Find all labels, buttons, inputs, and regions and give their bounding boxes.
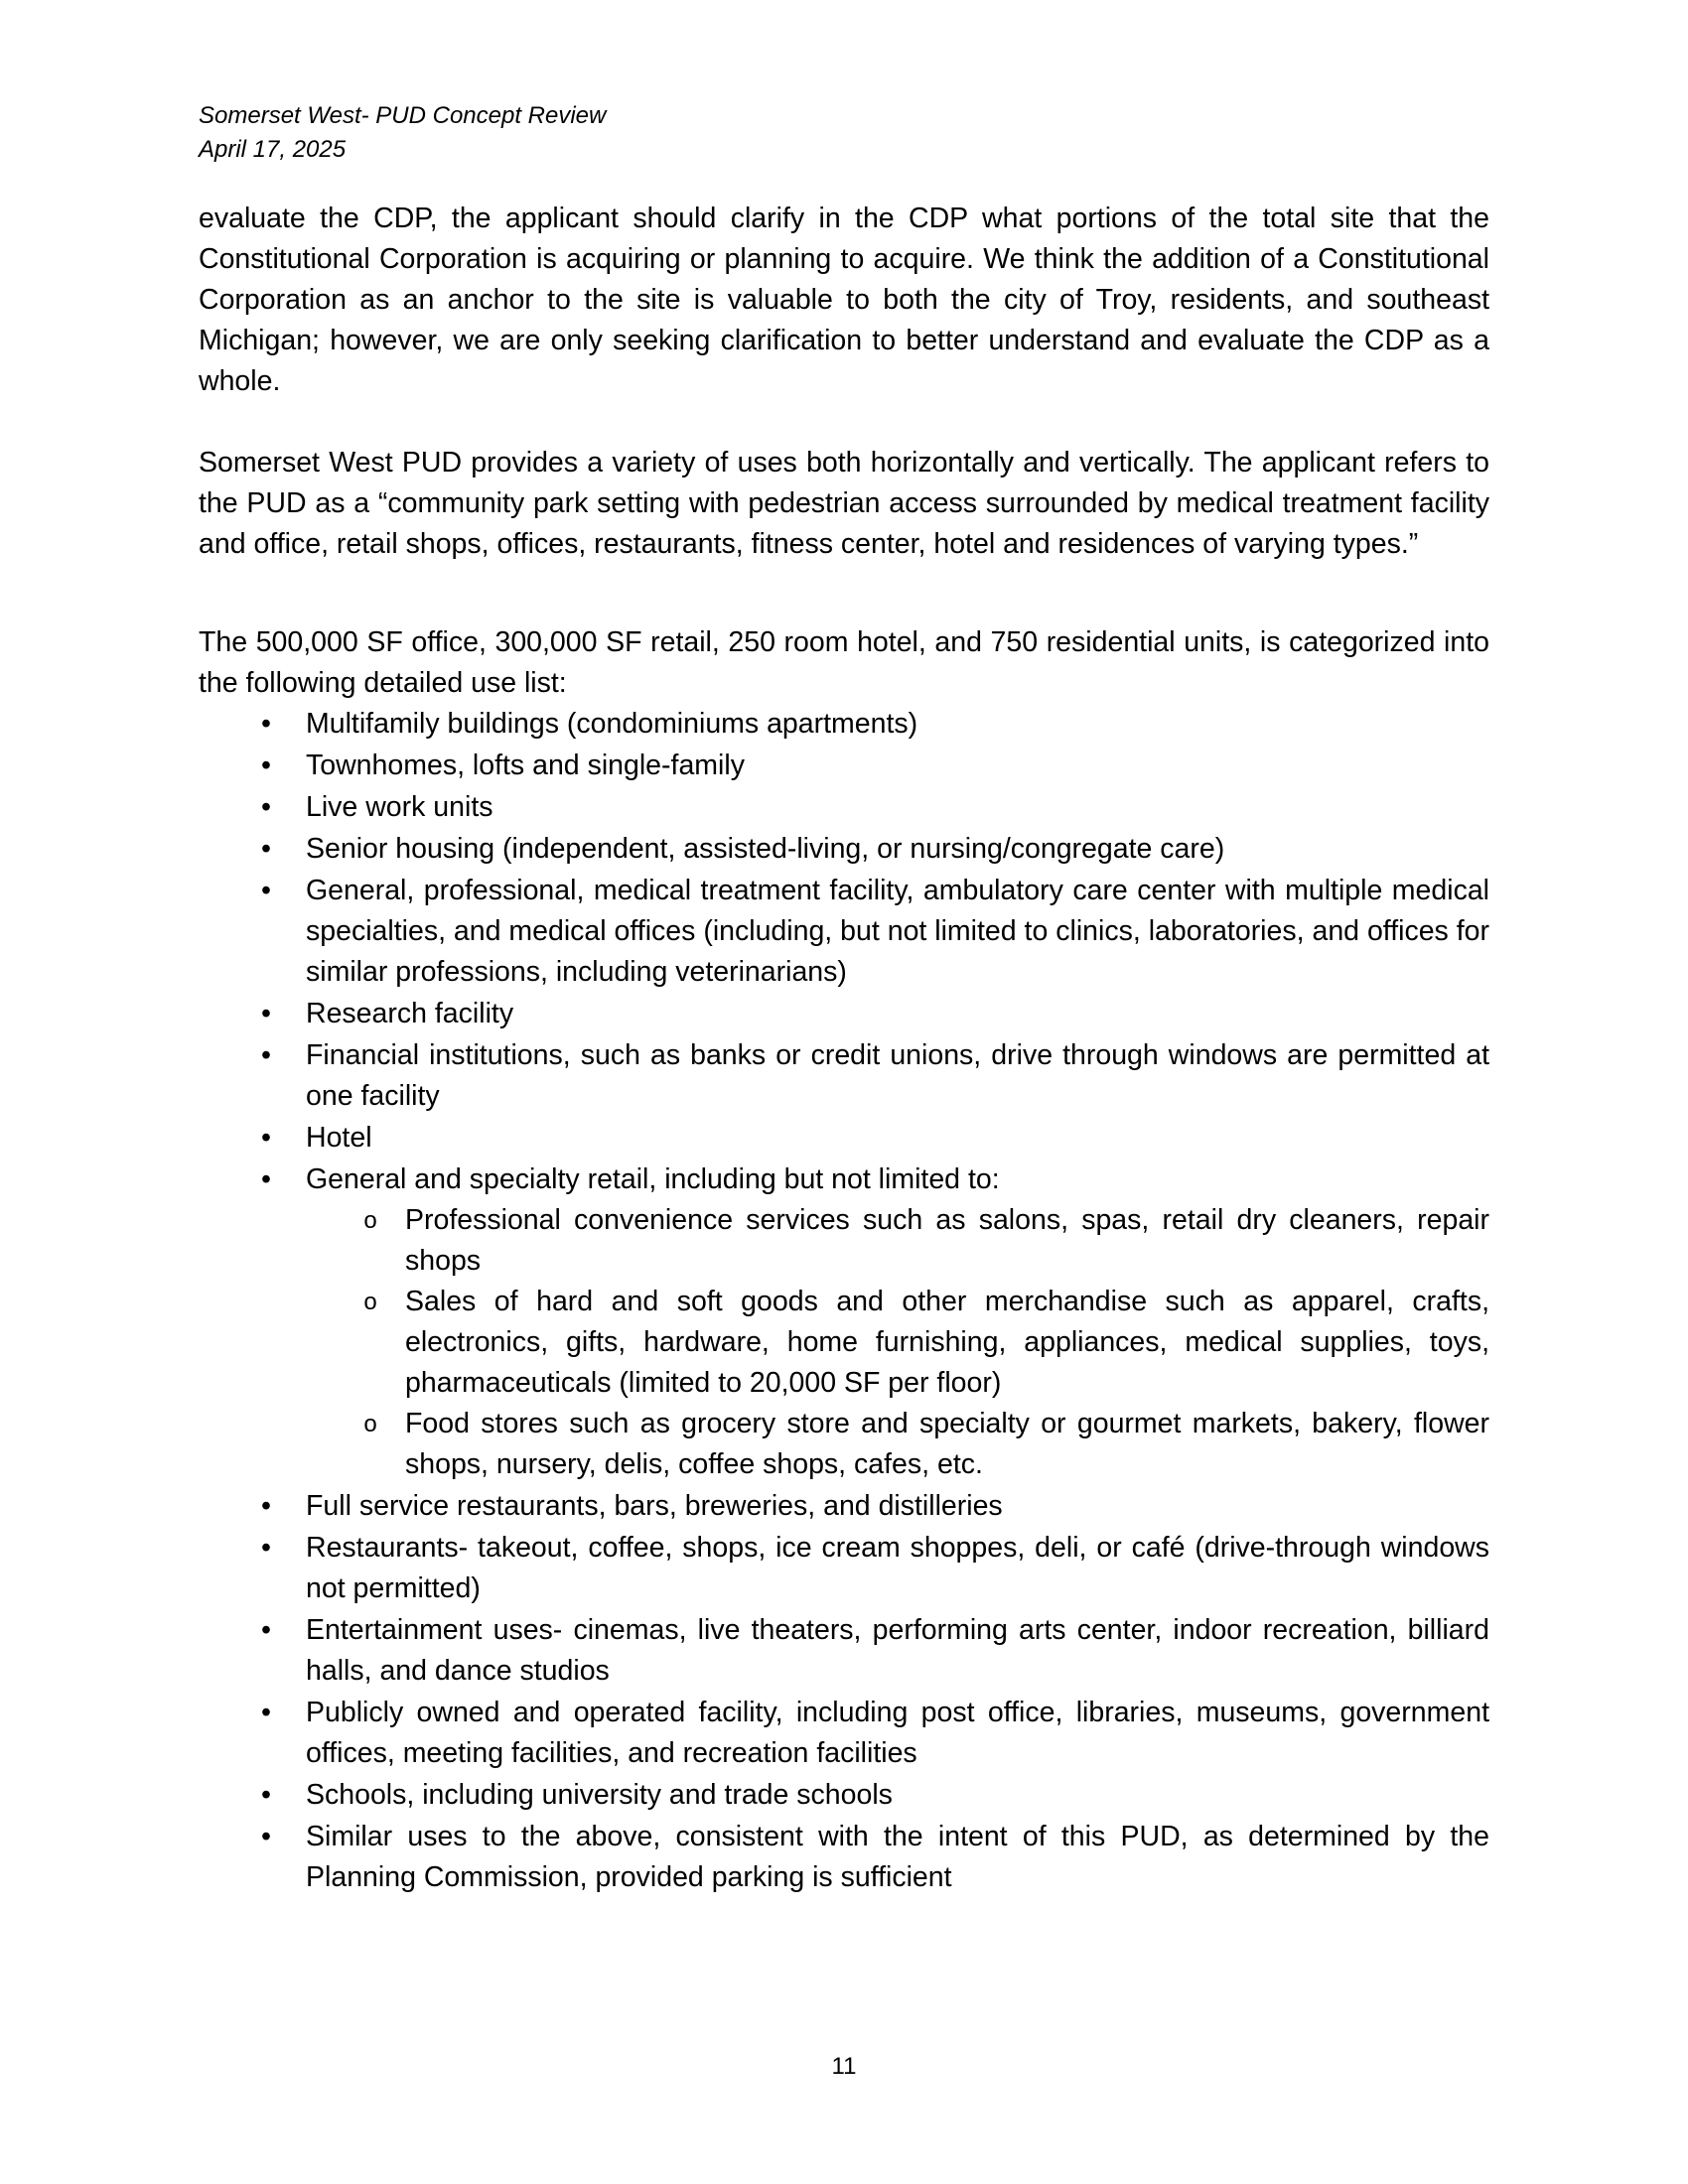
use-list-item-text: Research facility [306,998,514,1029]
use-list-item-text: Senior housing (independent, assisted-living, or nursing/congregate care) [306,833,1225,865]
use-list-item-text: Townhomes, lofts and single-family [306,750,745,781]
bullet-icon: • [261,875,271,906]
use-list-item-text: General and specialty retail, including but not limited to: [306,1163,1000,1195]
use-list-item-text: Full service restaurants, bars, breweries, and distilleries [306,1490,1003,1522]
use-sublist-item [306,1200,1489,1282]
use-list-item [199,1035,1489,1117]
bullet-icon: • [261,833,271,865]
bullet-icon: • [261,791,271,823]
bullet-icon: • [261,1821,271,1852]
use-list-item [199,1528,1489,1609]
use-sublist-item [306,1404,1489,1485]
bullet-icon: • [261,1490,271,1522]
use-list-item [199,871,1489,993]
bullet-icon: • [261,1122,271,1154]
page-number: 11 [831,2053,857,2080]
use-list-item [199,746,1489,786]
paragraph-pud-overview: Somerset West PUD provides a variety of uses both horizontally and vertically. The applicant refers to the PUD as a “community park setting with pedestrian access surrounded by medical treatment facility and office, retail shops, offices, restaurants, fitness center, hotel and residences of varying types.” [199,447,1489,560]
paragraph-use-summary: The 500,000 SF office, 300,000 SF retail, 250 room hotel, and 750 residential units, is categorized into the following detailed use list: [199,626,1489,699]
use-list-item [199,704,1489,745]
use-list-item-text: Publicly owned and operated facility, including post office, libraries, museums, government offices, meeting facilities, and recreation facilities [306,1697,1489,1769]
use-list-item [199,1118,1489,1159]
bullet-icon: • [261,1163,271,1195]
sub-bullet-icon: o [363,1207,377,1234]
use-list-item-text: Similar uses to the above, consistent with the intent of this PUD, as determined by the Planning Commission, provided parking is sufficient [306,1821,1489,1893]
bullet-icon: • [261,750,271,781]
use-list-item-text: Restaurants- takeout, coffee, shops, ice cream shoppes, deli, or café (drive-through windows not permitted) [306,1532,1489,1604]
use-list-item [199,1693,1489,1774]
sub-bullet-icon: o [363,1289,377,1315]
use-list-item-text: Live work units [306,791,493,823]
use-list-item [199,994,1489,1034]
bullet-icon: • [261,998,271,1029]
page-header [199,99,606,167]
use-list-item-text: Schools, including university and trade schools [306,1779,893,1811]
use-list [199,704,1489,1898]
use-list-item [199,787,1489,828]
sub-bullet-icon: o [363,1411,377,1437]
bullet-icon: • [261,1614,271,1646]
bullet-icon: • [261,1697,271,1728]
use-sublist [306,1200,1489,1485]
bullet-icon: • [261,1779,271,1811]
use-list-item [199,1817,1489,1898]
paragraph-spacer [199,402,1489,443]
use-list-item [199,1486,1489,1527]
bullet-icon: • [261,708,271,740]
header-title: Somerset West- PUD Concept Review [199,102,607,129]
bullet-icon: • [261,1039,271,1071]
use-list-item [199,1775,1489,1816]
paragraph-cdp-clarification: evaluate the CDP, the applicant should clarify in the CDP what portions of the total site that the Constitutional Corporation is acquiring or planning to acquire. We think the addition of a Constitutional Corporation as an anchor to the site is valuable to both the city of Troy, residents, and southeast Michigan; however, we are only seeking clarification to better understand and evaluate the CDP as a whole. [199,203,1489,397]
use-list-item-text: Financial institutions, such as banks or credit unions, drive through windows are permitted at one facility [306,1039,1489,1112]
paragraph-spacer [199,565,1489,622]
bullet-icon: • [261,1532,271,1564]
use-sublist-item [306,1282,1489,1404]
use-list-item-text: Entertainment uses- cinemas, live theaters, performing arts center, indoor recreation, billiard halls, and dance studios [306,1614,1489,1687]
use-sublist-item-text: Sales of hard and soft goods and other merchandise such as apparel, crafts, electronics, gifts, hardware, home furnishing, appliances, medical supplies, toys, pharmaceuticals (limited to 20,000 SF per floor) [405,1286,1489,1399]
header-date: April 17, 2025 [199,136,347,163]
use-sublist-item-text: Professional convenience services such as salons, spas, retail dry cleaners, repair shops [405,1204,1489,1277]
use-list-item-text: Hotel [306,1122,372,1154]
use-list-item-text: General, professional, medical treatment facility, ambulatory care center with multiple medical specialties, and medical offices (including, but not limited to clinics, laboratories, and offices for similar professions, including veterinarians) [306,875,1489,988]
document-body [199,199,1489,1899]
use-list-item [199,1610,1489,1692]
use-list-item [199,1160,1489,1485]
use-list-item-text: Multifamily buildings (condominiums apartments) [306,708,918,740]
use-list-item [199,829,1489,870]
use-sublist-item-text: Food stores such as grocery store and specialty or gourmet markets, bakery, flower shops, nursery, delis, coffee shops, cafes, etc. [405,1408,1489,1480]
